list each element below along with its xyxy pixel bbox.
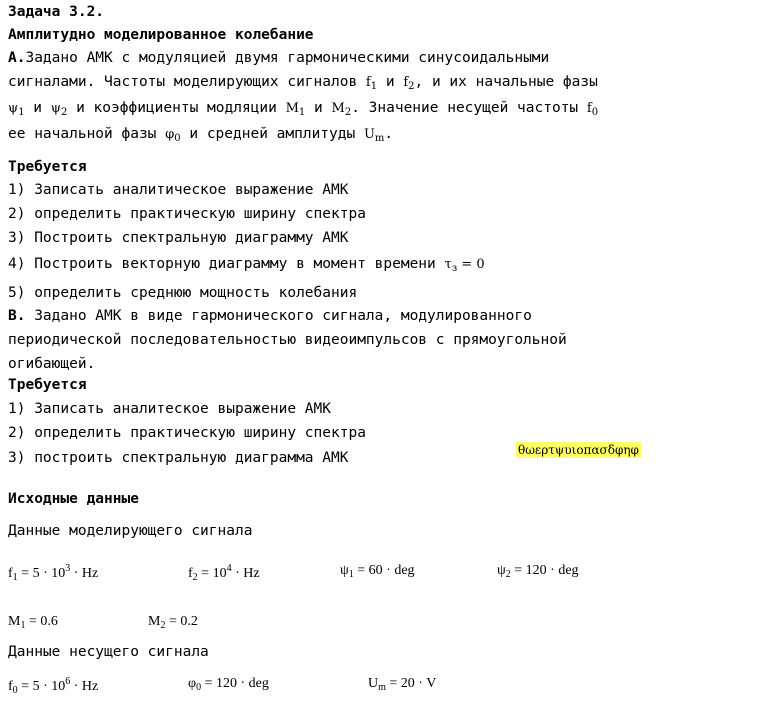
psi2-symbol: $\psi_2$ xyxy=(50,101,68,118)
part-b-item-2: 2) определить практическую ширину спектра xyxy=(8,425,366,441)
um-symbol: $U_m$ xyxy=(363,127,385,144)
part-b-item-3: 3) построить спектральную диаграмма АМК xyxy=(8,450,349,466)
phi0-symbol: $\varphi_0$ xyxy=(165,127,181,144)
part-a-line-3: $\psi_1$ и $\psi_2$ и коэффициенты модляции $M_1$ и $M_2$. Значение несущей частоты $f_0$ xyxy=(8,100,599,118)
part-a-item-2: 2) определить практическую ширину спектра xyxy=(8,206,366,222)
m1-symbol: $M_1$ xyxy=(285,101,306,118)
f1-symbol: $f_1$ xyxy=(365,75,378,92)
part-a-text-2a: сигналами. Частоты моделирующих сигналов xyxy=(8,74,366,90)
m2-symbol: $M_2$ xyxy=(331,101,352,118)
f2-symbol: $f_2$ xyxy=(403,75,415,92)
part-b-item-1: 1) Записать аналитеское выражение АМК xyxy=(8,401,332,417)
part-b-label: В. xyxy=(8,308,26,324)
part-b-line-1: В. Задано АМК в виде гармонического сигнала, модулированного xyxy=(8,308,532,324)
tau-symbol: $\tau_з = 0$ xyxy=(444,257,485,274)
part-a-item-3: 3) Построить спектральную диаграмму АМК xyxy=(8,230,349,246)
eq-m2[interactable]: $M_2 = 0.2$ xyxy=(148,614,198,631)
eq-m1[interactable]: $M_1 = 0.6$ xyxy=(8,614,58,631)
eq-psi1[interactable]: $\psi_1 = 60$ · deg xyxy=(340,563,415,580)
part-b-required: Требуется xyxy=(8,377,87,393)
eq-phi0[interactable]: $\varphi_0 = 120$ · deg xyxy=(188,676,269,693)
part-a-item-4: 4) Построить векторную диаграмму в момент времени $\tau_з = 0$ xyxy=(8,256,485,274)
task-title: Задача 3.2. xyxy=(8,4,105,20)
part-b-line-2: периодической последовательностью видеоимпульсов с прямоугольной xyxy=(8,332,567,348)
eq-um[interactable]: $U_m = 20 \cdot V$ xyxy=(368,676,437,693)
part-a-text-1: Задано АМК с модуляцией двумя гармоническими синусоидальными xyxy=(25,50,550,66)
psi1-symbol: $\psi_1$ xyxy=(8,101,25,118)
part-a-text-2b: , и их начальные фазы xyxy=(414,74,598,90)
carrier-signal-header: Данные несущего сигнала xyxy=(8,644,209,660)
eq-psi2[interactable]: $\psi_2 = 120$ · deg xyxy=(497,563,579,580)
modulating-signal-header: Данные моделирующего сигнала xyxy=(8,523,253,539)
part-a-line-4: ее начальной фазы $\varphi_0$ и средней амплитуды $U_m$. xyxy=(8,126,394,144)
part-a-item-5: 5) определить среднюю мощность колебания xyxy=(8,285,358,301)
eq-f1[interactable]: $f_1 = 5 \cdot 10^3 \cdot Hz$ xyxy=(8,563,99,583)
part-a-line-2: сигналами. Частоты моделирующих сигналов $f_1$ и $f_2$, и их начальные фазы xyxy=(8,74,598,92)
eq-f2[interactable]: $f_2 = 10^4 \cdot Hz$ xyxy=(188,563,260,583)
f0-symbol: $f_0$ xyxy=(586,101,599,118)
part-a-label: А. xyxy=(8,50,26,66)
part-b-line-3: огибающей. xyxy=(8,356,96,372)
part-a-required: Требуется xyxy=(8,159,87,175)
eq-f0[interactable]: $f_0 = 5 \cdot 10^6 \cdot Hz$ xyxy=(8,676,99,696)
part-a-line-1 xyxy=(8,46,549,70)
part-a-item-1: 1) Записать аналитическое выражение АМК xyxy=(8,182,349,198)
task-subtitle: Амплитудно моделированное колебание xyxy=(8,27,314,43)
source-data-header: Исходные данные xyxy=(8,491,139,507)
highlighted-text[interactable]: θωερτψυιοπασδφηφ xyxy=(518,443,639,457)
